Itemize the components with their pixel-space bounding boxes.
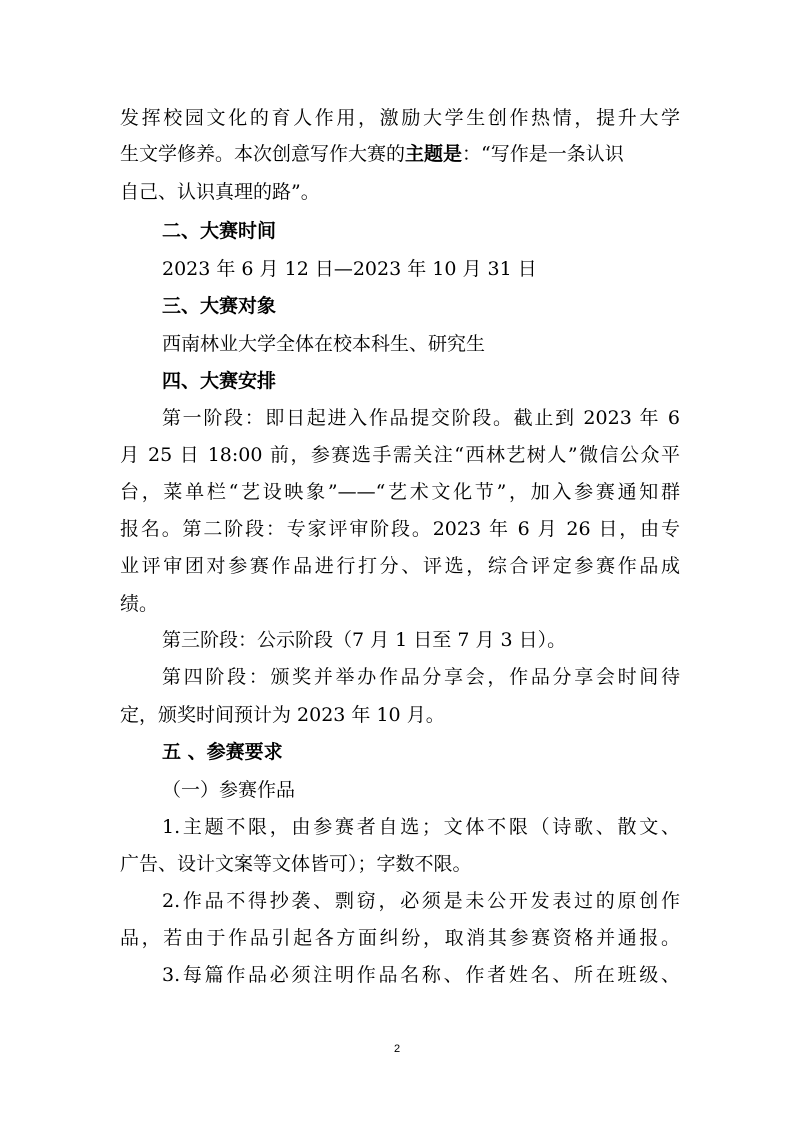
body-line: 2.作品不得抄袭、剽窃，必须是未公开发表过的原创作 [162, 890, 680, 912]
body-line: 西南林业大学全体在校本科生、研究生 [162, 333, 486, 355]
body-line: 品，若由于作品引起各方面纠纷，取消其参赛资格并通报。 [120, 927, 680, 949]
body-line: 业评审团对参赛作品进行打分、评选，综合评定参赛作品成 [120, 555, 680, 577]
body-line: 月 25 日 18:00 前，参赛选手需关注“西林艺树人”微信公众平 [120, 444, 680, 466]
body-line: 广告、设计文案等文体皆可）；字数不限。 [120, 853, 472, 875]
body-line-theme [120, 142, 680, 166]
body-line: 定，颁奖时间预计为 2023 年 10 月。 [120, 704, 445, 726]
subsection-heading: （一）参赛作品 [162, 779, 296, 801]
body-text: ：“写作是一条认识 [462, 143, 624, 165]
body-line: 绩。 [120, 593, 159, 615]
theme-label: 主题是 [405, 143, 463, 165]
section-heading: 五 、参赛要求 [162, 741, 283, 763]
body-line: 3.每篇作品必须注明作品名称、作者姓名、所在班级、 [162, 964, 680, 986]
section-heading: 四、大赛安排 [162, 370, 277, 392]
body-text: 生文学修养。本次创意写作大赛的 [120, 143, 406, 165]
body-line: 第一阶段：即日起进入作品提交阶段。截止到 2023 年 6 [162, 407, 680, 429]
body-line: 1.主题不限，由参赛者自选；文体不限（诗歌、散文、 [162, 816, 680, 838]
body-line: 报名。第二阶段：专家评审阶段。2023 年 6 月 26 日，由专 [120, 518, 680, 540]
body-line: 台，菜单栏“艺设映象”——“艺术文化节”，加入参赛通知群 [120, 481, 680, 503]
section-heading: 二、大赛时间 [162, 220, 277, 242]
body-line: 发挥校园文化的育人作用，激励大学生创作热情，提升大学 [120, 107, 680, 129]
page-number: 2 [393, 1043, 401, 1055]
body-line: 自己、认识真理的路”。 [120, 181, 320, 203]
body-line: 第三阶段：公示阶段（7 月 1 日至 7 月 3 日）。 [162, 629, 567, 651]
section-heading: 三、大赛对象 [162, 295, 277, 317]
body-line: 第四阶段：颁奖并举办作品分享会，作品分享会时间待 [162, 666, 680, 688]
body-line: 2023 年 6 月 12 日—2023 年 10 月 31 日 [162, 258, 537, 280]
